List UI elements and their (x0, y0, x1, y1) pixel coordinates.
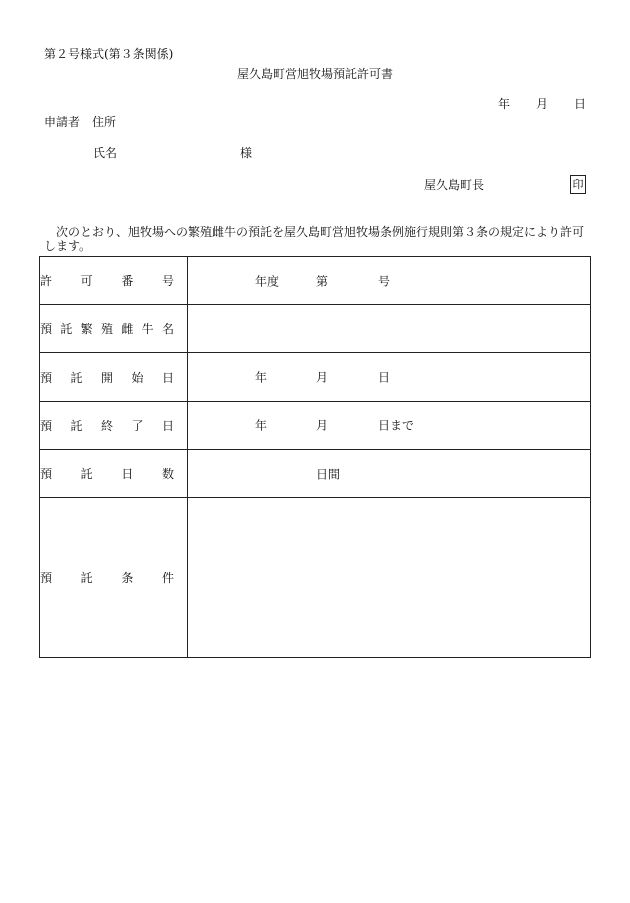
row-label-char: 条 (121, 571, 134, 586)
permit-table (39, 256, 591, 658)
end-year-label: 年 (255, 418, 268, 433)
row-label-char: 数 (161, 467, 174, 482)
document-title: 屋久島町営旭牧場預託許可書 (236, 67, 393, 81)
row-label-char: 殖 (100, 322, 113, 337)
row-label-char: 託 (70, 418, 83, 433)
row-label-char: 託 (70, 370, 83, 385)
name-label: 氏名 (93, 146, 118, 160)
row-label-char: 預 (40, 571, 53, 586)
row-label-char: 牛 (141, 322, 154, 337)
row-label-char: 開 (100, 370, 113, 385)
row-label-char: 可 (80, 274, 93, 289)
row-label-char: 日 (161, 418, 174, 433)
table-row (40, 353, 591, 401)
number-prefix-label: 第 (316, 274, 329, 289)
row-label-char: 始 (131, 370, 144, 385)
start-year-label: 年 (255, 370, 268, 385)
row-label-char: 預 (40, 322, 53, 337)
row-label-char: 日 (161, 370, 174, 385)
row-label-char: 託 (80, 467, 93, 482)
table-row (40, 401, 591, 449)
conditions-label (40, 498, 188, 658)
seal-mark: 印 (570, 175, 586, 194)
row-label-char: 許 (40, 274, 53, 289)
table-row (40, 305, 591, 353)
form-number: 第２号様式(第３条関係) (44, 47, 174, 61)
row-label-char: 託 (60, 322, 73, 337)
conditions-field[interactable] (188, 498, 591, 658)
row-label-char: 繁 (80, 322, 93, 337)
end-date-label (40, 401, 188, 449)
row-label-char: 預 (40, 467, 53, 482)
row-label-char: 名 (161, 322, 174, 337)
applicant-label: 申請者 (44, 115, 81, 129)
start-day-label: 日 (378, 370, 391, 385)
honorific-label: 様 (240, 146, 253, 160)
row-label-char: 了 (131, 418, 144, 433)
row-label-char: 号 (161, 274, 174, 289)
permit-number-label (40, 257, 188, 305)
issuer-mayor: 屋久島町長 (424, 178, 485, 192)
row-label-char: 雌 (121, 322, 134, 337)
table-row (40, 257, 591, 305)
applicant-name-line (93, 146, 253, 160)
number-suffix-label: 号 (378, 274, 391, 289)
end-date-field[interactable] (188, 401, 591, 449)
row-label-char: 日 (121, 467, 134, 482)
date-day-label: 日 (574, 97, 587, 111)
table-row (40, 449, 591, 497)
cow-name-label (40, 305, 188, 353)
date-year-label: 年 (498, 97, 511, 111)
row-label-char: 預 (40, 370, 53, 385)
end-month-label: 月 (316, 418, 329, 433)
days-count-field[interactable] (188, 449, 591, 497)
row-label-char: 託 (80, 571, 93, 586)
permit-number-field[interactable] (188, 257, 591, 305)
issue-date (498, 97, 586, 111)
cow-name-field[interactable] (188, 305, 591, 353)
start-month-label: 月 (316, 370, 329, 385)
row-label-char: 終 (100, 418, 113, 433)
row-label-char: 預 (40, 418, 53, 433)
address-label: 住所 (92, 115, 117, 129)
date-month-label: 月 (536, 97, 549, 111)
table-row (40, 498, 591, 658)
applicant-address-line (44, 115, 116, 129)
fiscal-year-label: 年度 (255, 274, 280, 289)
row-label-char: 件 (161, 571, 174, 586)
end-day-label: 日まで (378, 418, 415, 433)
start-date-label (40, 353, 188, 401)
days-unit-label: 日間 (316, 467, 341, 482)
start-date-field[interactable] (188, 353, 591, 401)
row-label-char: 番 (121, 274, 134, 289)
days-count-label (40, 449, 188, 497)
permission-statement: 次のとおり、旭牧場への繁殖雌牛の預託を屋久島町営旭牧場条例施行規則第３条の規定により許可します。 (44, 225, 585, 253)
